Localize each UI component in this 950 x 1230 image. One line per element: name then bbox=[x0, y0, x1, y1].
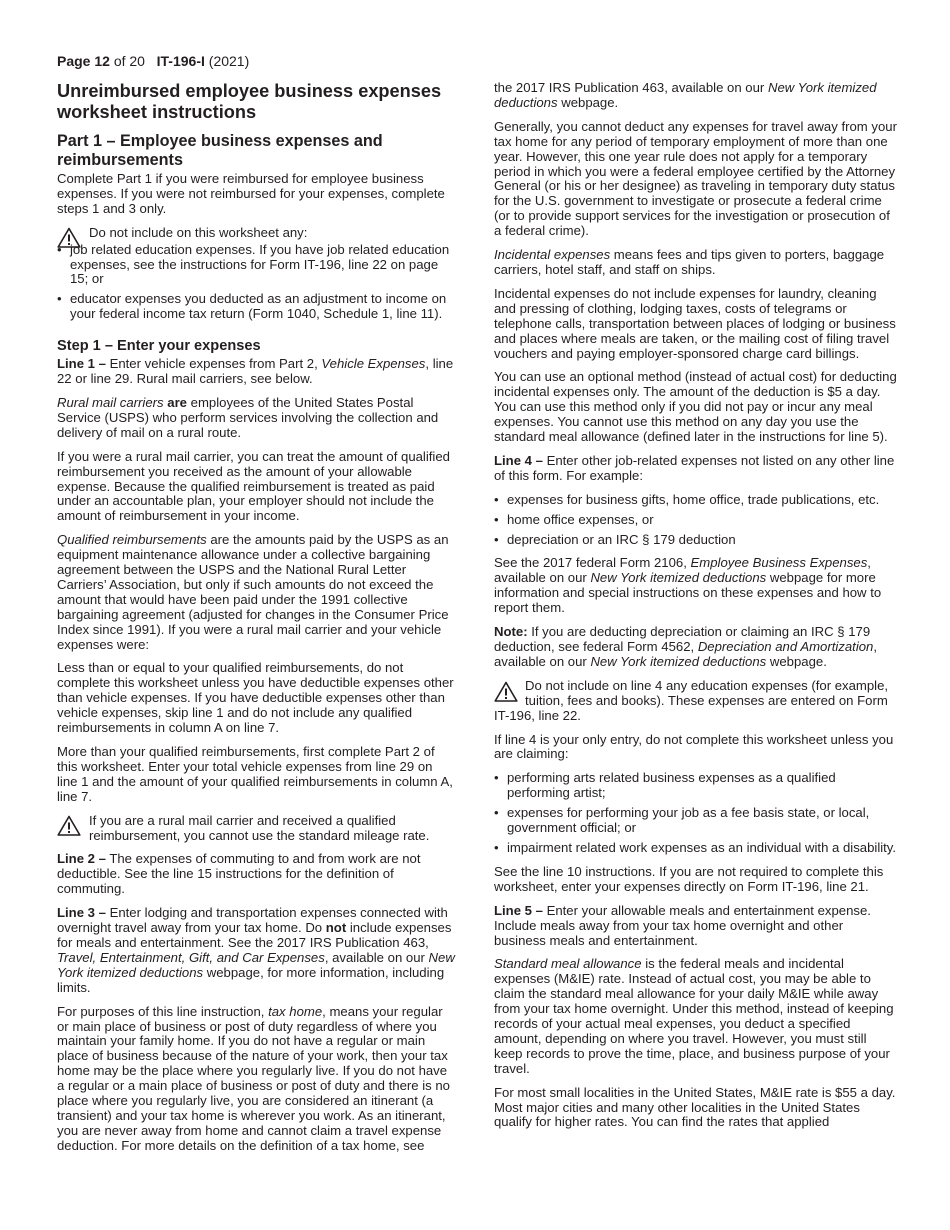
claiming-list bbox=[494, 771, 898, 856]
right-column bbox=[494, 81, 898, 1130]
warning-mileage bbox=[57, 814, 455, 844]
incidental-exclusions: Incidental expenses do not include expenses for laundry, cleaning and pressing of clothing, lodging taxes, costs of telegrams or telephone calls, transportation between places of lodging or business and places where meals are taken, or the mailing cost of filing travel vouchers and paying employer-sponsored charge card billings. bbox=[494, 285, 896, 361]
warning-text: Do not include on this worksheet any: bbox=[89, 224, 308, 240]
list-item: • performing arts related business expenses as a qualified performing artist; bbox=[494, 771, 898, 801]
warning-icon bbox=[57, 815, 81, 836]
page-of: of 20 bbox=[113, 53, 145, 69]
warning-education-line4 bbox=[494, 679, 898, 724]
warning-text: Do not include on line 4 any education expenses (for example, tuition, fees and books). These expenses are entered on Form IT-196, line 22. bbox=[494, 677, 889, 723]
only-entry-paragraph: If line 4 is your only entry, do not complete this worksheet unless you are claiming: bbox=[494, 731, 894, 762]
note-paragraph: Note: If you are deducting depreciation or claiming an IRC § 179 deduction, see federal Form 4562, Depreciation and Amortization, available on our New York itemized deductions webpage. bbox=[494, 624, 878, 669]
line1-paragraph: Line 1 – Enter vehicle expenses from Part 2, Vehicle Expenses, line 22 or line 29. Rural mail carriers, see below. bbox=[57, 356, 454, 387]
page-label: Page 12 bbox=[57, 53, 110, 69]
warning-icon bbox=[494, 681, 518, 702]
line4-paragraph: Line 4 – Enter other job-related expenses not listed on any other line of this form. For example: bbox=[494, 452, 895, 483]
line4-examples-list bbox=[494, 493, 898, 548]
more-than-paragraph: More than your qualified reimbursements, first complete Part 2 of this worksheet. Enter your total vehicle expenses from line 29 on line 1 and the amount of your qualified reimbursements in column A, line 7. bbox=[57, 744, 453, 804]
left-column bbox=[57, 81, 455, 1154]
line2-paragraph: Line 2 – The expenses of commuting to and from work are not deductible. See the line 15 instructions for the definition of commuting. bbox=[57, 851, 421, 897]
form-2106-paragraph: See the 2017 federal Form 2106, Employee Business Expenses, available on our New York itemized deductions webpage for more information and special instructions on these expenses and how to report them. bbox=[494, 555, 882, 616]
standard-meal-paragraph: Standard meal allowance is the federal meals and incidental expenses (M&IE) rate. Instead of actual cost, you may be able to claim the standard meal allowance for your daily M&IE while away from your tax home overnight. Under this method, instead of keeping records of your actual meal expenses, you deduct a specified amount, depending on where you travel. However, you must still keep records to prove the time, place, and business purpose of your travel. bbox=[494, 956, 894, 1076]
part1-intro: Complete Part 1 if you were reimbursed for employee business expenses. If you were not reimbursed for your expenses, complete steps 1 and 3 only. bbox=[57, 171, 445, 216]
less-than-paragraph: Less than or equal to your qualified reimbursements, do not complete this worksheet unless you have deductible expenses other than vehicle expenses. If you have deductible expenses other than vehicle expenses, skip line 1 and do not include any qualified reimbursements in column A on line 7. bbox=[57, 660, 454, 736]
one-year-rule-paragraph: Generally, you cannot deduct any expenses for travel away from your tax home for any period of temporary employment of more than one year. However, this one year rule does not apply for a temporary period in which you were a federal employee certified by the Attorney General (or his or her designee) as traveling in temporary duty status for the U.S. government to investigate or prosecute a federal crime (or to provide support services for the investigation or prosecution of a federal crime). bbox=[494, 118, 897, 239]
list-item: • job related education expenses. If you have job related education expenses, see the instructions for Form IT-196, line 22 on page 15; or bbox=[57, 243, 455, 288]
line3-paragraph: Line 3 – Enter lodging and transportation expenses connected with overnight travel away from your tax home. Do not include expenses for meals and entertainment. See the 2017 IRS Publication 463, Travel, Entertainment, Gift, and Car Expenses, available on our New York itemized deductions webpage, for more information, including limits. bbox=[57, 905, 455, 995]
form-year: (2021) bbox=[208, 53, 250, 69]
list-item: • educator expenses you deducted as an adjustment to income on your federal income tax return (Form 1040, Schedule 1, line 11). bbox=[57, 292, 455, 322]
list-item: • home office expenses, or bbox=[494, 513, 898, 528]
qualified-reimbursements-paragraph: Qualified reimbursements are the amounts paid by the USPS as an equipment maintenance allowance under a collective bargaining agreement between the USPS and the National Rural Letter Carriers’ Association, but only if such amounts do not exceed the amount that would have been paid under the 1991 collective bargaining agreement (adjusted for changes in the Consumer Price Index since 1991). If you were a rural mail carrier and your vehicle expenses were: bbox=[57, 532, 449, 652]
tax-home-paragraph: For purposes of this line instruction, tax home, means your regular or main place of business or post of duty regardless of where you maintain your family home. If you do not have a regular or main place of business because of the nature of your work, then your tax home may be the place where you regularly live. If you do not have a regular or a main place of business or post of duty and there is no place where you regularly live, you are considered an itinerant (a transient) and your tax home is wherever you work. As an itinerant, you are never away from home and cannot claim a travel expense deduction. For more details on the definition of a tax home, see bbox=[57, 1003, 450, 1153]
rural-carriers-paragraph: Rural mail carriers are employees of the United States Postal Service (USPS) who perform services involving the collection and delivery of mail on a rural route. bbox=[57, 394, 439, 440]
optional-method-paragraph: You can use an optional method (instead of actual cost) for deducting incidental expenses only. The amount of the deduction is $5 a day. You can use this method only if you did not pay or incur any meal expenses. You cannot use this method on any day you use the standard meal allowance (defined later in the instructions for line 5). bbox=[494, 369, 897, 445]
excluded-expenses-list bbox=[57, 243, 455, 323]
mie-rate-paragraph: For most small localities in the United States, M&IE rate is $55 a day. Most major cities and many other localities in the United States qualify for higher rates. You can find the rates that applied bbox=[494, 1084, 896, 1130]
page-header bbox=[57, 53, 249, 69]
publication-continued: the 2017 IRS Publication 463, available on our New York itemized deductions webpage. bbox=[494, 80, 877, 110]
part1-heading: Part 1 – Employee business expenses and reimbursements bbox=[57, 132, 383, 169]
warning-text: If you are a rural mail carrier and received a qualified reimbursement, you cannot use the standard mileage rate. bbox=[89, 812, 430, 843]
warning-education bbox=[57, 226, 455, 241]
page-title: Unreimbursed employee business expenses worksheet instructions bbox=[57, 81, 442, 122]
line5-paragraph: Line 5 – Enter your allowable meals and entertainment expense. Include meals away from your tax home overnight and other business meals and entertainment. bbox=[494, 902, 871, 948]
step1-heading: Step 1 – Enter your expenses bbox=[57, 338, 261, 355]
list-item: • depreciation or an IRC § 179 deduction bbox=[494, 533, 898, 548]
form-code: IT-196-I bbox=[156, 53, 205, 69]
rural-reimbursement-paragraph: If you were a rural mail carrier, you can treat the amount of qualified reimbursement you received as the amount of your allowable expense. Because the qualified reimbursement is treated as paid under an accountable plan, your employer should not include the amount of reimbursement in your income. bbox=[57, 448, 450, 524]
line10-paragraph: See the line 10 instructions. If you are not required to complete this worksheet, enter your expenses directly on Form IT-196, line 21. bbox=[494, 863, 884, 894]
list-item: • impairment related work expenses as an individual with a disability. bbox=[494, 841, 898, 856]
list-item: • expenses for business gifts, home office, trade publications, etc. bbox=[494, 493, 898, 508]
list-item: • expenses for performing your job as a fee basis state, or local, government official; or bbox=[494, 806, 898, 836]
incidental-definition: Incidental expenses means fees and tips given to porters, baggage carriers, hotel staff, and staff on ships. bbox=[494, 247, 885, 277]
